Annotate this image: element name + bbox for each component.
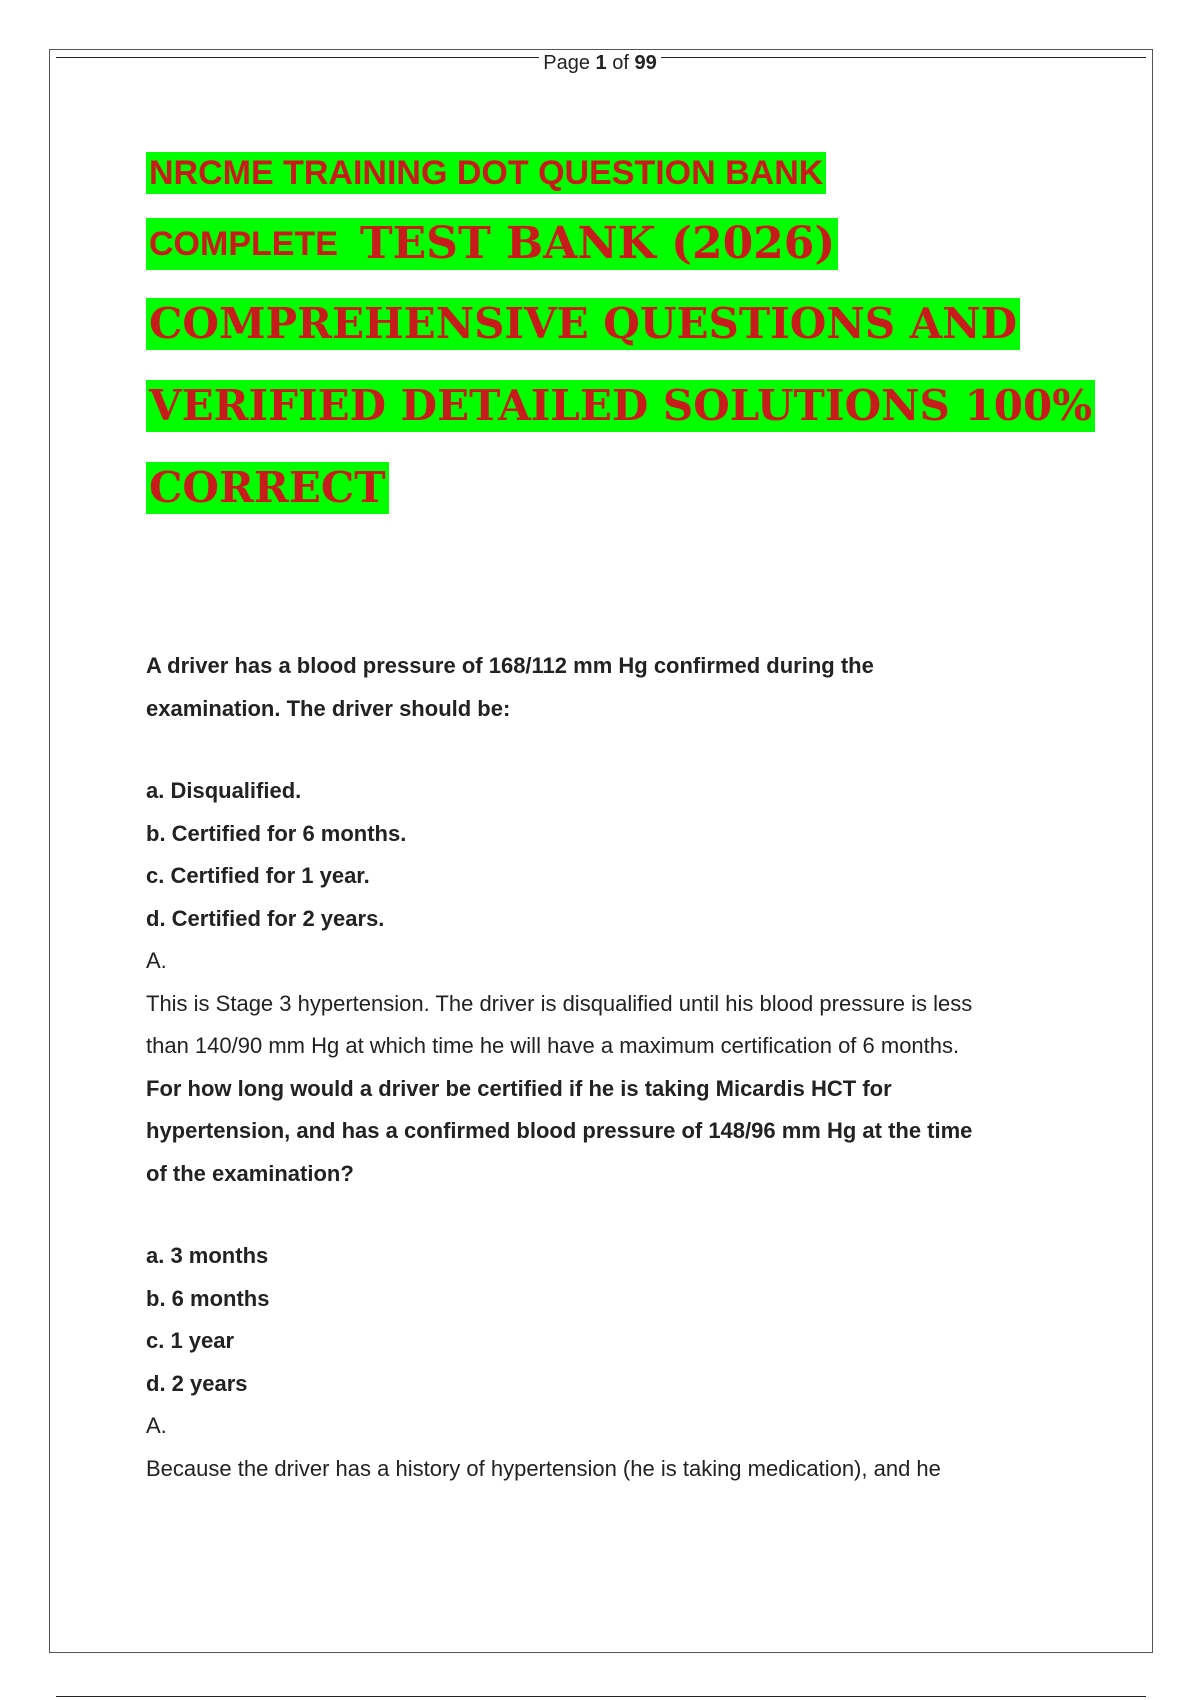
question-content <box>146 645 1066 1490</box>
page-prefix: Page <box>543 52 596 74</box>
question-2 <box>146 1068 1066 1491</box>
title-line-4: VERIFIED DETAILED SOLUTIONS 100% <box>146 380 1095 432</box>
title-line-2-part-2: TEST BANK (2026) <box>359 218 836 269</box>
question-1-option-d: d. Certified for 2 years. <box>146 905 385 931</box>
title-line-5: CORRECT <box>146 462 389 514</box>
question-2-stem-line-1: For how long would a driver be certified if he is taking Micardis HCT for <box>146 1075 892 1101</box>
question-2-option-a: a. 3 months <box>146 1243 269 1268</box>
question-1-stem-line-1: A driver has a blood pressure of 168/112 mm Hg confirmed during the <box>146 653 874 678</box>
question-1 <box>146 645 1066 1068</box>
title-line-2 <box>146 218 838 270</box>
question-1-answer: A. <box>146 948 167 973</box>
title-line-1: NRCME TRAINING DOT QUESTION BANK <box>146 152 826 194</box>
question-1-explanation-line-1: This is Stage 3 hypertension. The driver is disqualified until his blood pressure is less <box>146 990 973 1016</box>
question-2-stem-line-2: hypertension, and has a confirmed blood pressure of 148/96 mm Hg at the time <box>146 1118 973 1143</box>
question-1-option-b: b. Certified for 6 months. <box>146 820 407 846</box>
page-total: 99 <box>634 52 657 74</box>
question-2-stem-line-3: of the examination? <box>146 1160 354 1186</box>
question-2-option-b: b. 6 months <box>146 1285 270 1311</box>
question-1-explanation-line-2: than 140/90 mm Hg at which time he will have a maximum certification of 6 months. <box>146 1033 960 1058</box>
footer-rule <box>56 1696 1146 1697</box>
question-2-explanation-line-1: Because the driver has a history of hypertension (he is taking medication), and he <box>146 1455 941 1481</box>
question-1-option-a: a. Disqualified. <box>146 778 302 803</box>
question-1-option-c: c. Certified for 1 year. <box>146 863 370 888</box>
question-1-stem-line-2: examination. The driver should be: <box>146 695 511 721</box>
title-line-3: COMPREHENSIVE QUESTIONS AND <box>146 298 1020 350</box>
page-number <box>0 52 1200 75</box>
question-2-option-c: c. 1 year <box>146 1328 235 1353</box>
question-2-answer: A. <box>146 1413 167 1438</box>
page-of: of <box>606 52 635 74</box>
question-2-option-d: d. 2 years <box>146 1370 248 1396</box>
page-current: 1 <box>595 52 607 74</box>
title-line-2-part-1: COMPLETE <box>149 225 338 263</box>
